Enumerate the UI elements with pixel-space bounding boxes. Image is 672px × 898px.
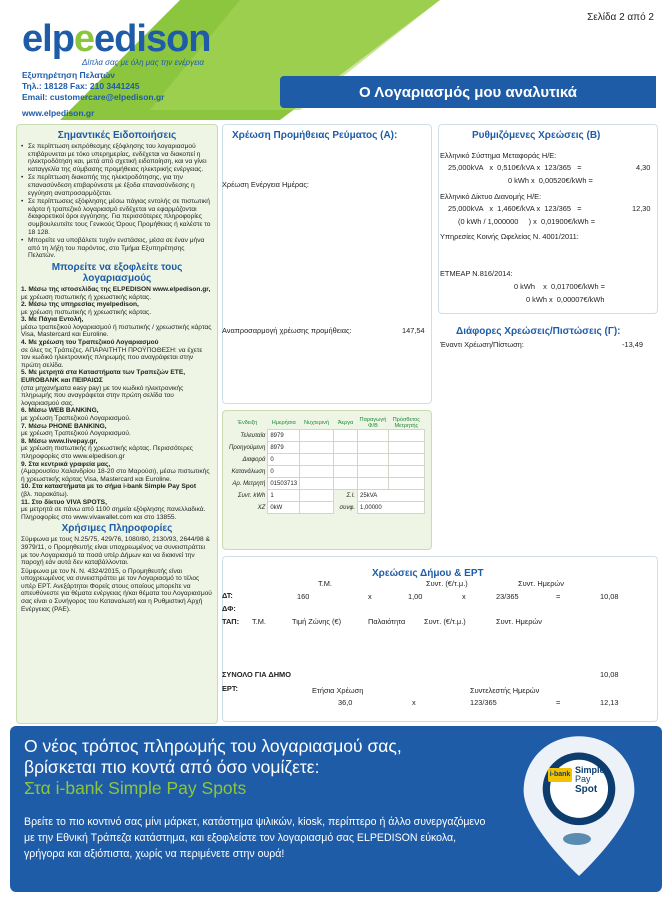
payment-method-item: 1. Μέσω της ιστοσελίδας της ELPEDISON www.elpedison.gr, με χρέωση πιστωτικής ή χρεωστικής κάρτας.	[21, 285, 211, 301]
meter-header-row	[227, 417, 424, 430]
ert-eq: =	[556, 698, 561, 707]
tap-synt: Συντ. (€/τ.μ.)	[424, 617, 466, 626]
meter-header-cell: Άεργα	[334, 417, 358, 430]
ert-col-days: Συντελεστής Ημερών	[470, 686, 540, 695]
payment-methods-list	[21, 286, 213, 521]
other-charges-label: Έναντι Χρέωση/Πίστωση:	[440, 340, 524, 349]
payment-method-item: 9. Στα κεντρικά γραφεία μας, (Αμαρουσίου Χαλανδρίου 18-20 στο Μαρούσι), μέσω πιστωτικής ή χρεωστικής κάρτας Visa, Mastercard και Euroline.	[21, 460, 210, 483]
supply-charges-panel	[222, 124, 432, 404]
banner-line1: Ο νέος τρόπος πληρωμής του λογαριασμού σας,	[24, 736, 402, 756]
dt-eq: =	[556, 592, 561, 601]
payment-method-item: 6. Μέσω WEB BANKING, με χρέωση Τραπεζικού Λογαριασμού.	[21, 407, 131, 422]
supply-adjust-value: 147,54	[402, 326, 425, 335]
customer-service-block	[22, 70, 164, 103]
email-link[interactable]: Email: customercare@elpedison.gr	[22, 92, 165, 102]
day-energy-label: Χρέωση Ενέργεια Ημέρας:	[222, 180, 309, 189]
hts-value1: 4,30	[636, 163, 651, 172]
tap-zone: Τιμή Ζώνης (€)	[292, 617, 342, 626]
useful-info-paragraph: Σύμφωνα με τους Ν.25/75, 429/76, 1080/80, 2130/93, 2644/98 & 3979/11, ο Προμηθευτής είναι υποχρεωμένος να συνεισπράττει με τον Λογαριασμό τα ποσά υπέρ Δήμων και να διακινεί την παροχή εάν αυτά δεν καταβάλλονται.	[21, 536, 210, 567]
meter-header-cell: Πρόσθετος Μετρητής	[388, 417, 424, 430]
col-tm: Τ.Μ.	[318, 579, 332, 588]
payment-method-item: 4. Με χρέωση του Τραπεζικού Λογαριασμού σε όλες τις Τράπεζες. ΑΠΑΡΑΙΤΗΤΗ ΠΡΟΫΠΟΘΕΣΗ: να έχετε τον κωδικό ηλεκτρονικής πληρωμής που αναγράφεται στην πρώτη σελίδα.	[21, 339, 203, 369]
dt-label: ΔΤ:	[222, 591, 233, 600]
payment-method-item: 10. Στα καταστήματα με το σήμα i-bank Simple Pay Spot (βλ. παρακάτω).	[21, 483, 197, 498]
meter-row: ΧΖ 0kW συνφ. 1,00000	[227, 502, 424, 514]
public-service-label: Υπηρεσίες Κοινής Ωφελείας Ν. 4001/2011:	[440, 232, 579, 241]
notice-item: • Μπορείτε να υποβάλετε τυχόν ενστάσεις, μέσα σε έναν μήνα από τη λήξη του παρόντος, στο Τμήμα Εξυπηρέτησης Πελατών.	[21, 237, 213, 260]
banner-headline	[24, 736, 402, 778]
dt-value: 10,08	[600, 592, 619, 601]
df-label: ΔΦ:	[222, 604, 236, 613]
meter-row: Κατανάλωση 0	[227, 466, 424, 478]
payment-method-item: 3. Με Πάγια Εντολή, μέσω τραπεζικού λογαριασμού ή πιστωτικής / χρεωστικής κάρτας Visa, Mastercard και Euroline.	[21, 316, 212, 339]
meter-readings-panel	[222, 410, 432, 550]
elpedison-logo: elpeedison	[22, 18, 211, 60]
meter-header-cell: Ημερήσια	[268, 417, 300, 430]
banner-subheadline: Στα i-bank Simple Pay Spots	[24, 778, 247, 798]
ert-annual: 36,0	[338, 698, 353, 707]
meter-header-cell: Νυχτερινή	[300, 417, 334, 430]
page-title: Ο Λογαριασμός μου αναλυτικά	[280, 76, 656, 108]
notice-item: • Σε περίπτωση διακοπής της ηλεκτροδότησης, για την επανασύνδεση επιβαρύνεστε με έξοδα επανασύνδεσης η εγγύηση αναπροσαρμόζεται.	[21, 174, 213, 197]
tap-tm: Τ.Μ.	[252, 617, 266, 626]
notice-item: • Σε περίπτωσεις εξόφλησης μέσω πάγιας εντολής σε πιστωτική κάρτα ή τραπεζικό λογαριασμό ενδέχεται να εφαρμόζονται διαφορετικοί όροι εγγύησης. Για περισσότερες πληροφορίες συμβουλευτείτε τους Γενικούς Όρους Προμήθειας ή καλέστε το 18 128.	[21, 198, 213, 236]
hts-line2: 0 kWh x 0,00520€/kWh =	[508, 176, 593, 185]
ert-col-annual: Ετήσια Χρέωση	[312, 686, 364, 695]
payment-method-item: 11. Στο δίκτυο VIVA SPOTS, με μετρητά σε πάνω από 1100 σημεία εξόφλησης πανελλαδικά. Πληροφορίες στο www.vivawallet.com και στο 13855.	[21, 498, 206, 521]
website-link[interactable]: www.elpedison.gr	[22, 108, 95, 118]
spot-word: Spot	[575, 784, 598, 795]
supply-charges-title: Χρέωση Προμήθειας Ρεύματος (Α):	[232, 130, 398, 141]
bank-seal-icon	[562, 832, 592, 846]
payment-method-item: 8. Μέσω www.livepay.gr, με χρέωση πιστωτικής ή χρεωστικής κάρτας. Περισσότερες πληροφορίες στο www.elpedison.gr	[21, 437, 193, 460]
notices-title: Σημαντικές Ειδοποιήσεις	[57, 130, 177, 141]
info-sidebar	[16, 124, 218, 724]
banner-body: Βρείτε το πιο κοντινό σας μίνι μάρκετ, κατάστημα ψιλικών, kiosk, περίπτερο ή άλλο συνεργαζόμενο με την Εθνική Τράπεζα κατάστημα, και εξοφλείστε τον λογαριασμό σας ELPEDISON εύκολα, γρήγορα και αξιόπιστα, χωρίς να περιμένετε στην ουρά!	[24, 816, 486, 860]
simple-word: Simple	[575, 765, 605, 775]
meter-row: Αρ. Μετρητή 01503713	[227, 478, 424, 490]
dt-days: 23/365	[496, 592, 519, 601]
payment-method-item: 7. Μέσω PHONE BANKING, με χρέωση Τραπεζικού Λογαριασμού.	[21, 422, 131, 438]
tap-days: Συντ. Ημερών	[496, 617, 542, 626]
hedn-value1: 12,30	[632, 204, 651, 213]
etmear-line2: 0 kWh x 0,00007€/kWh	[526, 295, 605, 304]
meter-header-cell: Ένδειξη	[227, 417, 268, 430]
municipal-total-label: ΣΥΝΟΛΟ ΓΙΑ ΔΗΜΟ	[222, 670, 291, 679]
ibank-logo	[548, 766, 610, 802]
notices-list	[21, 143, 213, 260]
useful-info-paragraph: Σύμφωνα με τον Ν. Ν. 4324/2015, ο Προμηθευτής είναι υποχρεωμένος να συνεισπράττει με τον Λογαριασμό το τέλος υπέρ ΕΡΤ. Ανεξάρτητοι Φορείς στους οποίους μπορείτε να απευθύνεστε για θέματα ενέργειας ή/και θέματα του Λογαριασμού σας είναι ο Συνήγορος του Καταναλωτή και η Ρυθμιστική Αρχή Ενέργειας (ΡΑΕ).	[21, 567, 212, 613]
dt-x2: x	[462, 592, 466, 601]
ert-x: x	[412, 698, 416, 707]
supply-adjust-label: Αναπροσαρμογή χρέωσης προμήθειας:	[222, 326, 352, 335]
tap-label: ΤΑΠ:	[222, 617, 240, 626]
hedn-line1: 25,000kVA x 1,460€/kVA x 123/365 =	[448, 204, 582, 213]
hedn-line2: (0 kWh / 1,000000 ) x 0,01900€/kWh =	[458, 217, 596, 226]
ert-label: ΕΡΤ:	[222, 684, 239, 693]
other-charges-title: Διάφορες Χρεώσεις/Πιστώσεις (Γ):	[456, 326, 621, 337]
meter-row: Τελευταία 8979	[227, 430, 424, 442]
dt-synt: 1,00	[408, 592, 423, 601]
hts-line1: 25,000kVA x 0,510€/kVA x 123/365 =	[448, 163, 582, 172]
hts-label: Ελληνικό Σύστημα Μεταφοράς Η/Ε:	[440, 151, 557, 160]
municipal-charges-title: Χρεώσεις Δήμου & ΕΡΤ	[372, 568, 484, 579]
municipal-total-value: 10,08	[600, 670, 619, 679]
slogan: Δίπλα σας με όλη μας την ενέργεια	[82, 58, 204, 67]
meter-header-cell: Παραγωγή Φ/Β	[359, 417, 387, 429]
payment-method-item: 5. Με μετρητά στα Καταστήματα των Τραπεζών ΕΤΕ, EUROBANK και ΠΕΙΡΑΙΩΣ (στα μηχανήματα easy pay) με τον κωδικό ηλεκτρονικής πληρωμής που αναγράφεται στην πρώτη σελίδα του λογαριασμού σας.	[21, 369, 186, 407]
col-synt: Συντ. (€/τ.μ.)	[426, 579, 468, 588]
etmear-line1: 0 kWh x 0,01700€/kWh =	[514, 282, 605, 291]
pay-spot-map-pin-icon	[520, 732, 638, 882]
ert-value: 12,13	[600, 698, 619, 707]
payment-method-item: 2. Μέσω της υπηρεσίας myelpedison, με χρέωση πιστωτικής ή χρεωστικής κάρτας.	[21, 301, 152, 316]
regulated-charges-title: Ρυθμιζόμενες Χρεώσεις (Β)	[472, 130, 601, 141]
ibank-badge: i-bank	[548, 768, 572, 782]
customer-service-label: Εξυπηρέτηση Πελατών	[22, 70, 116, 80]
meter-row: Διαφορά 0	[227, 454, 424, 466]
hedn-label: Ελληνικό Δίκτυο Διανομής Η/Ε:	[440, 192, 542, 201]
col-days: Συντ. Ημερών	[518, 579, 564, 588]
phone-fax: Τηλ.: 18128 Fax: 210 3441245	[22, 81, 140, 91]
other-charges-value: -13,49	[622, 340, 643, 349]
notice-item: • Σε περίπτωση εκπρόθεσμης εξόφλησης του λογαριασμού επιβάρυνεται με τόκο υπερημερίας, ενδέχεται να διακοπεί η ηλεκτροδότηση και, μετά από σχετική ειδοποίηση, και να γίνει καταγγελία της σύμβασης προμήθειας ηλεκτρικής ενέργειας.	[21, 143, 213, 173]
etmear-label: ΕΤΜΕΑΡ Ν.816/2014:	[440, 269, 513, 278]
page-number: Σελίδα 2 από 2	[587, 12, 654, 23]
dt-x1: x	[368, 592, 372, 601]
meter-row: Προηγούμενη 8979	[227, 442, 424, 454]
payment-title: Μπορείτε να εξοφλείτε τους λογαριασμούς	[51, 261, 183, 284]
tap-age: Παλαιότητα	[368, 617, 406, 626]
meter-readings-table	[227, 417, 425, 514]
banner-line2: βρίσκεται πιο κοντά από όσο νομίζετε:	[24, 757, 320, 777]
pay-word: Pay	[575, 774, 591, 784]
ert-days: 123/365	[470, 698, 497, 707]
dt-tm: 160	[297, 592, 310, 601]
meter-row: Συντ. kWh 1 Σ.Ι. 25kVA	[227, 490, 424, 502]
simple-pay-banner	[10, 726, 662, 892]
useful-info-title: Χρήσιμες Πληροφορίες	[61, 523, 173, 535]
